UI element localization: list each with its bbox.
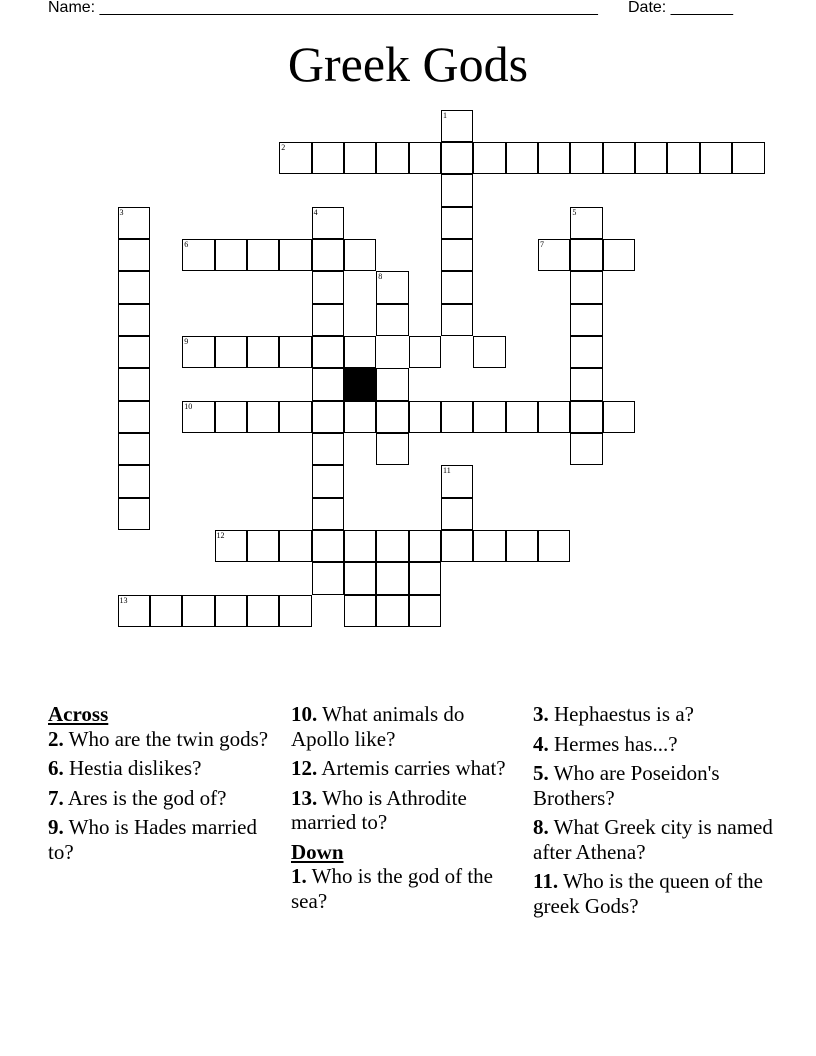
crossword-cell[interactable] — [409, 336, 441, 368]
across-heading: Across — [48, 702, 109, 726]
crossword-cell[interactable] — [279, 142, 311, 174]
crossword-cell[interactable] — [344, 142, 376, 174]
crossword-cell[interactable] — [312, 142, 344, 174]
date-field-label: Date: _______ — [628, 0, 733, 16]
crossword-cell[interactable] — [247, 239, 279, 271]
crossword-cell[interactable] — [118, 239, 150, 271]
crossword-cell[interactable] — [441, 207, 473, 239]
crossword-cell[interactable] — [409, 595, 441, 627]
crossword-cell[interactable] — [247, 401, 279, 433]
crossword-cell[interactable] — [247, 595, 279, 627]
down-heading: Down — [291, 839, 344, 864]
crossword-cell[interactable] — [312, 207, 344, 239]
crossword-cell[interactable] — [118, 271, 150, 303]
crossword-cell[interactable] — [538, 142, 570, 174]
crossword-cell[interactable] — [182, 336, 214, 368]
clue-number: 4 — [313, 207, 318, 217]
crossword-cell[interactable] — [312, 336, 344, 368]
crossword-cell[interactable] — [376, 368, 408, 400]
name-field-label: Name: ________________________________________________________ — [48, 0, 598, 16]
crossword-cell[interactable] — [312, 530, 344, 562]
clue-down-5: 5. Who are Poseidon's Brothers? — [533, 761, 720, 810]
crossword-cell[interactable] — [473, 530, 505, 562]
crossword-cell[interactable] — [312, 498, 344, 530]
crossword-cell[interactable] — [441, 142, 473, 174]
crossword-cell[interactable] — [409, 401, 441, 433]
clue-number: 12 — [216, 531, 225, 541]
crossword-cell[interactable] — [344, 336, 376, 368]
clue-across-2: 2. Who are the twin gods? — [48, 726, 269, 751]
clue-across-6: 6. Hestia dislikes? — [48, 756, 202, 780]
crossword-cell[interactable] — [570, 401, 602, 433]
crossword-cell[interactable] — [441, 174, 473, 206]
crossword-cell[interactable] — [312, 562, 344, 594]
clue-number: 8 — [378, 272, 383, 282]
crossword-cell[interactable] — [118, 465, 150, 497]
crossword-cell[interactable] — [312, 239, 344, 271]
crossword-cell[interactable] — [312, 368, 344, 400]
crossword-cell[interactable] — [376, 530, 408, 562]
crossword-cell[interactable] — [700, 142, 732, 174]
crossword-cell[interactable] — [473, 336, 505, 368]
clue-across-9: 9. Who is Hades married to? — [48, 815, 257, 864]
crossword-cell[interactable] — [182, 401, 214, 433]
crossword-cell[interactable] — [312, 401, 344, 433]
crossword-cell[interactable] — [118, 498, 150, 530]
crossword-cell[interactable] — [603, 239, 635, 271]
crossword-cell[interactable] — [118, 207, 150, 239]
crossword-cell[interactable] — [182, 239, 214, 271]
clue-number: 3 — [119, 207, 124, 217]
crossword-cell[interactable] — [344, 530, 376, 562]
crossword-cell[interactable] — [279, 239, 311, 271]
clues-column-2 — [291, 702, 523, 913]
crossword-cell[interactable] — [441, 304, 473, 336]
clue-number: 13 — [119, 595, 128, 605]
crossword-cell[interactable] — [538, 401, 570, 433]
clue-down-8: 8. What Greek city is named after Athena? — [533, 815, 773, 864]
crossword-cell[interactable] — [441, 498, 473, 530]
crossword-cell[interactable] — [409, 562, 441, 594]
crossword-cell[interactable] — [312, 433, 344, 465]
crossword-cell[interactable] — [312, 271, 344, 303]
crossword-cell[interactable] — [570, 336, 602, 368]
crossword-cell[interactable] — [215, 336, 247, 368]
crossword-cell[interactable] — [603, 401, 635, 433]
crossword-cell[interactable] — [215, 530, 247, 562]
crossword-cell[interactable] — [118, 368, 150, 400]
crossword-cell[interactable] — [344, 401, 376, 433]
crossword-cell[interactable] — [312, 304, 344, 336]
crossword-cell[interactable] — [441, 110, 473, 142]
crossword-cell[interactable] — [279, 595, 311, 627]
crossword-cell[interactable] — [570, 239, 602, 271]
crossword-cell[interactable] — [441, 401, 473, 433]
crossword-cell[interactable] — [441, 239, 473, 271]
crossword-cell[interactable] — [279, 401, 311, 433]
crossword-cell[interactable] — [215, 401, 247, 433]
crossword-cell[interactable] — [118, 433, 150, 465]
crossword-cell[interactable] — [473, 142, 505, 174]
clue-number: 5 — [572, 207, 577, 217]
crossword-cell[interactable] — [570, 433, 602, 465]
clue-down-11: 11. Who is the queen of the greek Gods? — [533, 869, 763, 918]
crossword-cell[interactable] — [376, 142, 408, 174]
clues-column-1 — [48, 702, 280, 864]
clue-across-10: 10. What animals do Apollo like? — [291, 702, 465, 751]
crossword-cell[interactable] — [570, 142, 602, 174]
clue-number: 6 — [184, 239, 189, 249]
crossword-cell[interactable] — [376, 271, 408, 303]
crossword-cell[interactable] — [312, 465, 344, 497]
crossword-cell[interactable] — [247, 336, 279, 368]
clue-down-1: 1. Who is the god of the sea? — [291, 864, 494, 913]
clue-across-13: 13. Who is Athrodite married to? — [291, 785, 467, 834]
crossword-cell[interactable] — [118, 401, 150, 433]
crossword-cell[interactable] — [376, 595, 408, 627]
crossword-cell[interactable] — [182, 595, 214, 627]
crossword-cell[interactable] — [376, 304, 408, 336]
crossword-cell[interactable] — [506, 142, 538, 174]
crossword-cell[interactable] — [376, 562, 408, 594]
crossword-cell[interactable] — [603, 142, 635, 174]
crossword-cell[interactable] — [215, 239, 247, 271]
crossword-cell[interactable] — [215, 595, 247, 627]
crossword-cell[interactable] — [344, 562, 376, 594]
clue-down-4: 4. Hermes has...? — [533, 731, 678, 756]
crossword-cell[interactable] — [409, 530, 441, 562]
crossword-cell[interactable] — [247, 530, 279, 562]
crossword-cell[interactable] — [279, 336, 311, 368]
crossword-cell[interactable] — [506, 401, 538, 433]
clues-column-3 — [533, 702, 783, 918]
crossword-cell[interactable] — [506, 530, 538, 562]
crossword-cell[interactable] — [376, 433, 408, 465]
crossword-cell[interactable] — [570, 271, 602, 303]
crossword-cell[interactable] — [344, 595, 376, 627]
crossword-cell[interactable] — [441, 465, 473, 497]
crossword-cell[interactable] — [570, 368, 602, 400]
crossword-cell[interactable] — [441, 530, 473, 562]
crossword-cell[interactable] — [118, 336, 150, 368]
clue-down-3: 3. Hephaestus is a? — [533, 702, 694, 726]
page-title: Greek Gods — [287, 36, 529, 92]
crossword-cell[interactable] — [344, 239, 376, 271]
clue-number: 10 — [184, 401, 193, 411]
clue-across-7: 7. Ares is the god of? — [48, 785, 227, 810]
crossword-cell[interactable] — [279, 530, 311, 562]
crossword-cell[interactable] — [570, 207, 602, 239]
crossword-cell[interactable] — [473, 401, 505, 433]
crossword-cell[interactable] — [441, 271, 473, 303]
crossword-cell[interactable] — [150, 595, 182, 627]
crossword-block-cell — [344, 368, 376, 400]
clue-number: 1 — [443, 110, 447, 120]
crossword-cell[interactable] — [667, 142, 699, 174]
crossword-cell[interactable] — [118, 304, 150, 336]
clue-across-12: 12. Artemis carries what? — [291, 756, 506, 780]
clue-number: 2 — [281, 142, 286, 152]
crossword-cell[interactable] — [538, 239, 570, 271]
crossword-cell[interactable] — [409, 142, 441, 174]
crossword-cell[interactable] — [732, 142, 764, 174]
crossword-cell[interactable] — [635, 142, 667, 174]
clue-number: 7 — [540, 239, 545, 249]
clue-number: 9 — [184, 336, 189, 346]
crossword-cell[interactable] — [570, 304, 602, 336]
crossword-cell[interactable] — [376, 401, 408, 433]
crossword-cell[interactable] — [538, 530, 570, 562]
clue-number: 11 — [443, 466, 451, 476]
crossword-cell[interactable] — [118, 595, 150, 627]
